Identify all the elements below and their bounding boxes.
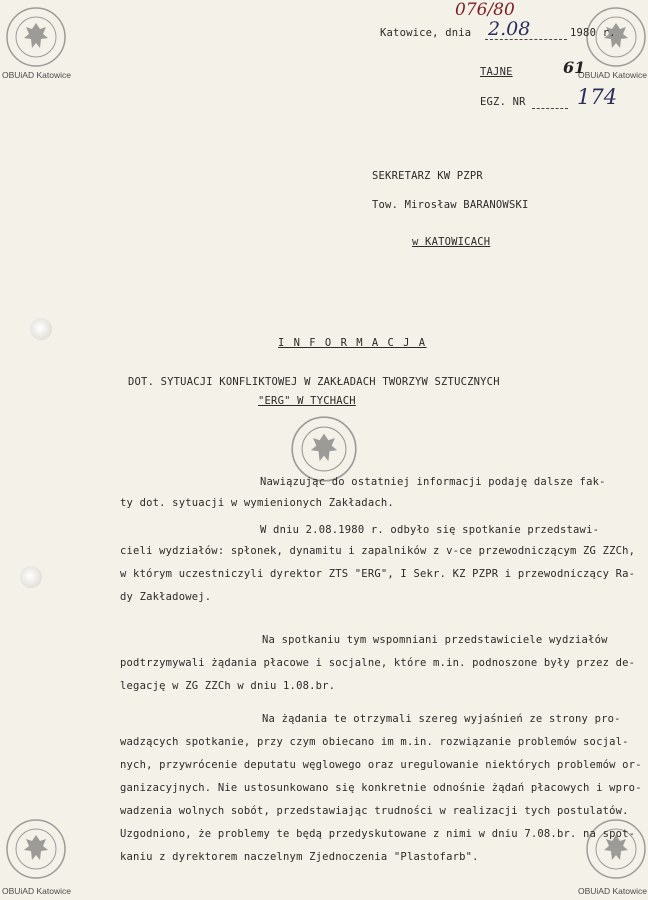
- body-line: ty dot. sytuacji w wymienionych Zakładach.: [120, 497, 394, 509]
- body-line: Na żądania te otrzymali szereg wyjaśnień ze strony pro-: [262, 713, 621, 725]
- copy-blank: [532, 108, 568, 109]
- body-line: kaniu z dyrektorem naczelnym Zjednoczenia "Plastofarb".: [120, 851, 479, 863]
- body-line: cieli wydziałów: spłonek, dynamitu i zapalników z v-ce przewodniczącym ZG ZZCh,: [120, 545, 636, 557]
- addressee-line2: Tow. Mirosław BARANOWSKI: [372, 199, 529, 211]
- punch-hole: [20, 566, 42, 588]
- reference-number: 076/80: [455, 0, 515, 20]
- addressee-line3: w KATOWICACH: [412, 236, 491, 248]
- stamp-caption: OBUiAD Katowice: [578, 70, 647, 80]
- body-line: wadzenia wolnych sobót, przedstawiając trudności w realizacji tych postulatów.: [120, 805, 629, 817]
- body-line: legację w ZG ZZCh w dniu 1.08.br.: [120, 680, 336, 692]
- copy-number: 174: [577, 85, 618, 109]
- body-line: w którym uczestniczyli dyrektor ZTS "ERG", I Sekr. KZ PZPR i przewodniczący Ra-: [120, 568, 636, 580]
- body-line: ganizacyjnych. Nie ustosunkowano się konkretnie odnośnie żądań płacowych i wpro-: [120, 782, 642, 794]
- page-number: 61: [563, 58, 586, 77]
- year-label: 1980 r.: [570, 27, 616, 39]
- punch-hole: [30, 318, 52, 340]
- date-handwritten: 2.08: [488, 18, 531, 40]
- subject-line1: DOT. SYTUACJI KONFLIKTOWEJ W ZAKŁADACH TWORZYW SZTUCZNYCH: [128, 376, 500, 388]
- classification-label: TAJNE: [480, 66, 513, 78]
- addressee-line1: SEKRETARZ KW PZPR: [372, 170, 483, 182]
- stamp-caption: OBUiAD Katowice: [2, 70, 71, 80]
- subject-line2: "ERG" W TYCHACH: [258, 395, 356, 407]
- document-title: I N F O R M A C J A: [278, 337, 427, 349]
- body-line: podtrzymywali żądania płacowe i socjalne, które m.in. podnoszone były przez de-: [120, 657, 636, 669]
- ipn-stamp-icon: [290, 415, 358, 483]
- stamp-caption: OBUiAD Katowice: [2, 886, 71, 896]
- body-line: W dniu 2.08.1980 r. odbyło się spotkanie przedstawi-: [260, 524, 600, 536]
- body-line: Na spotkaniu tym wspomniani przedstawiciele wydziałów: [262, 634, 608, 646]
- body-line: dy Zakładowej.: [120, 591, 212, 603]
- body-line: Uzgodniono, że problemy te będą przedyskutowane z nimi w dniu 7.08.br. na spot-: [120, 828, 636, 840]
- body-line: wadzących spotkanie, przy czym obiecano im m.in. rozwiązanie problemów socjal-: [120, 736, 629, 748]
- body-line: Nawiązując do ostatniej informacji podaję dalsze fak-: [260, 476, 606, 488]
- stamp-caption: OBUiAD Katowice: [578, 886, 647, 896]
- ipn-stamp-icon: [5, 6, 67, 68]
- body-line: nych, przywrócenie deputatu węglowego oraz uregulowanie niektórych problemów or-: [120, 759, 642, 771]
- ipn-stamp-icon: [5, 818, 67, 880]
- copy-label: EGZ. NR: [480, 96, 526, 108]
- place-date-label: Katowice, dnia: [380, 27, 472, 39]
